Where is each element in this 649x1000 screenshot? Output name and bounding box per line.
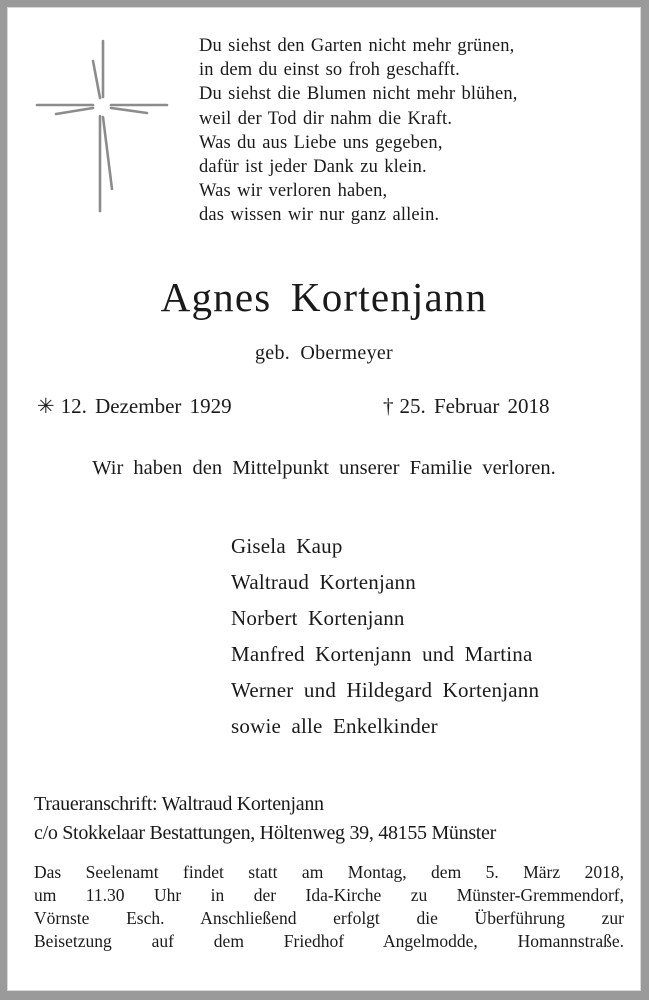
death-date-text: 25. Februar 2018 [399,394,550,418]
poem-line: dafür ist jeder Dank zu klein. [199,157,427,178]
mourners-list [231,528,539,744]
mourner: Norbert Kortenjann [231,606,405,630]
birth-date-text: 12. Dezember 1929 [60,394,232,418]
address-line: c/o Stokkelaar Bestattungen, Höltenweg 39, 48155 Münster [34,822,496,844]
mourner: Gisela Kaup [231,534,343,558]
poem-line: Was du aus Liebe uns gegeben, [199,132,443,153]
mourning-address [34,790,496,848]
poem-line: Was wir verloren haben, [199,181,388,202]
death-date [383,394,550,419]
poem [199,34,518,228]
service-details [34,861,624,953]
poem-line: Du siehst den Garten nicht mehr grünen, [199,36,515,56]
poem-line: in dem du einst so froh geschafft. [199,60,460,81]
dagger-icon: † [383,394,394,418]
maiden-name: geb. Obermeyer [254,342,394,364]
mourner: Werner und Hildegard Kortenjann [231,678,540,702]
service-line: Beisetzung auf dem Friedhof Angelmodde, Homannstraße. [34,931,624,951]
mourner: Waltraud Kortenjann [231,570,416,594]
lead-line: Wir haben den Mittelpunkt unserer Familie verloren. [92,457,556,479]
birth-date [37,394,232,419]
star-icon: ✳ [37,394,55,418]
service-line: um 11.30 Uhr in der Ida-Kirche zu Münster-Gremmendorf, [34,885,624,905]
deceased-name: Agnes Kortenjann [160,274,488,320]
mourner: sowie alle Enkelkinder [231,714,438,738]
service-line: Das Seelenamt findet statt am Montag, dem 5. März 2018, [34,862,624,882]
poem-line: weil der Tod dir nahm die Kraft. [199,108,453,129]
cross-icon [29,33,169,218]
poem-line: das wissen wir nur ganz allein. [199,205,440,226]
address-line: Traueranschrift: Waltraud Kortenjann [34,793,324,815]
service-line: Vörnste Esch. Anschließend erfolgt die Überführung zur [34,908,624,928]
mourner: Manfred Kortenjann und Martina [231,642,533,666]
obituary-notice [7,7,641,991]
poem-line: Du siehst die Blumen nicht mehr blühen, [199,84,518,105]
